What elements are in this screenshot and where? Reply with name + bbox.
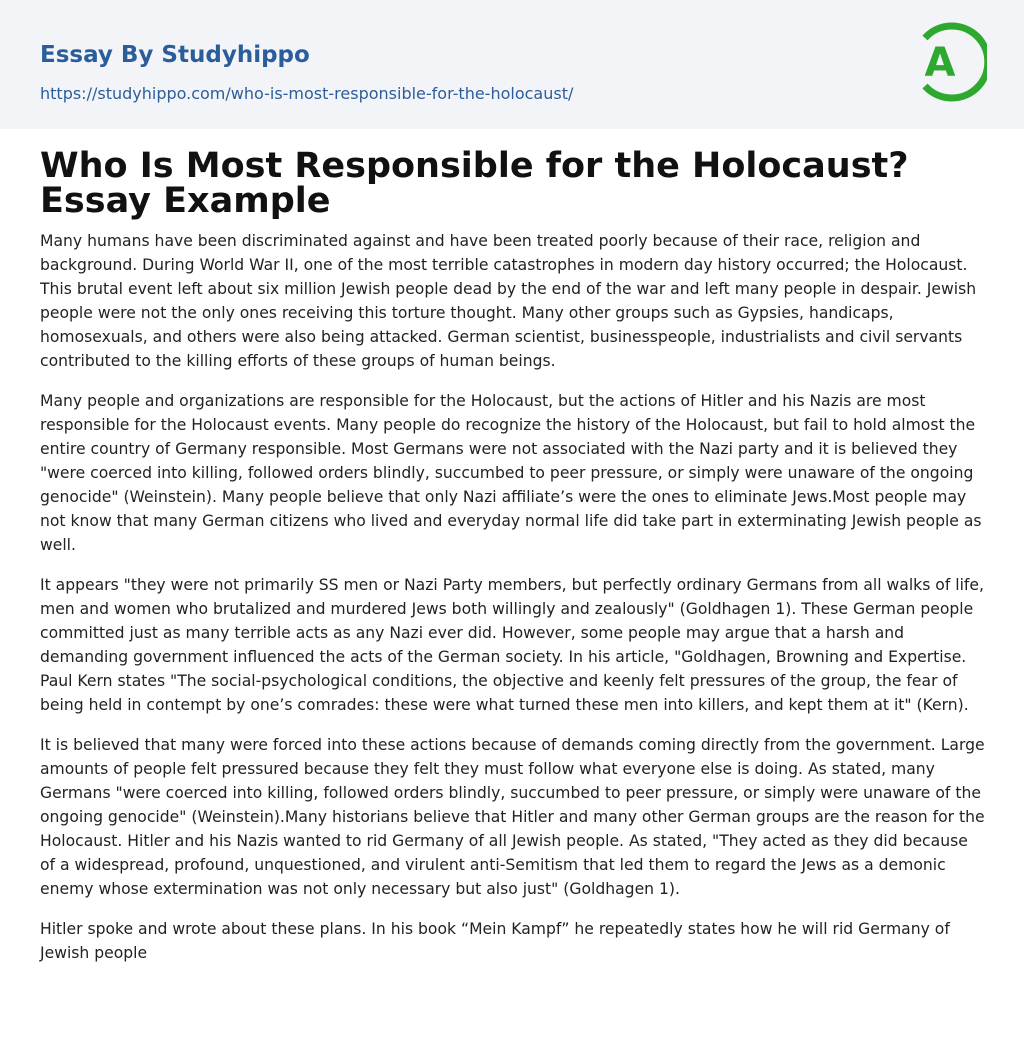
article-paragraph: Many people and organizations are responsible for the Holocaust, but the actions of Hitler and his Nazis are most responsible for the Holocaust events. Many people do recognize the history of the Holocaust, but fail to hold almost the entire country of Germany responsible. Most Germans were not associated with the Nazi party and it is believed they "were coerced into killing, followed orders blindly, succumbed to peer pressure, or simply were unaware of the ongoing genocide" (Weinstein). Many people believe that only Nazi affiliate’s were the ones to eliminate Jews.Most people may not know that many German citizens who lived and everyday normal life did take part in exterminating Jewish people as well. <box>40 392 982 554</box>
page-url-link[interactable]: https://studyhippo.com/who-is-most-responsible-for-the-holocaust/ <box>40 84 574 103</box>
logo-letter: A <box>924 40 956 86</box>
page-title: Who Is Most Responsible for the Holocaust? Essay Example <box>40 146 909 221</box>
site-title[interactable]: Essay By Studyhippo <box>40 42 310 68</box>
studyhippo-logo-icon[interactable] <box>911 19 987 105</box>
article-paragraph: Many humans have been discriminated against and have been treated poorly because of their race, religion and background. During World War II, one of the most terrible catastrophes in modern day history occurred; the Holocaust. This brutal event left about six million Jewish people dead by the end of the war and left many people in despair. Jewish people were not the only ones receiving this torture thought. Many other groups such as Gypsies, handicaps, homosexuals, and others were also being attacked. German scientist, businesspeople, industrialists and civil servants contributed to the killing efforts of these groups of human beings. <box>40 232 977 370</box>
site-header <box>0 0 1024 129</box>
article-paragraph: Hitler spoke and wrote about these plans. In his book “Mein Kampf” he repeatedly states how he will rid Germany of Jewish people <box>40 920 950 962</box>
article-paragraph: It is believed that many were forced into these actions because of demands coming directly from the government. Large amounts of people felt pressured because they felt they must follow what everyone else is doing. As stated, many Germans "were coerced into killing, followed orders blindly, succumbed to peer pressure, or simply were unaware of the ongoing genocide" (Weinstein).Many historians believe that Hitler and many other German groups are the reason for the Holocaust. Hitler and his Nazis wanted to rid Germany of all Jewish people. As stated, "They acted as they did because of a widespread, profound, unquestioned, and virulent anti-Semitism that led them to regard the Jews as a demonic enemy whose extermination was not only necessary but also just" (Goldhagen 1). <box>40 736 985 898</box>
article-body <box>40 229 986 981</box>
article-paragraph: It appears "they were not primarily SS men or Nazi Party members, but perfectly ordinary Germans from all walks of life, men and women who brutalized and murdered Jews both willingly and zealously" (Goldhagen 1). These German people committed just as many terrible acts as any Nazi ever did. However, some people may argue that a harsh and demanding government influenced the acts of the German society. In his article, "Goldhagen, Browning and Expertise. Paul Kern states "The social-psychological conditions, the objective and keenly felt pressures of the group, the fear of being held in contempt by one’s comrades: these were what turned these men into killers, and kept them at it" (Kern). <box>40 576 984 714</box>
